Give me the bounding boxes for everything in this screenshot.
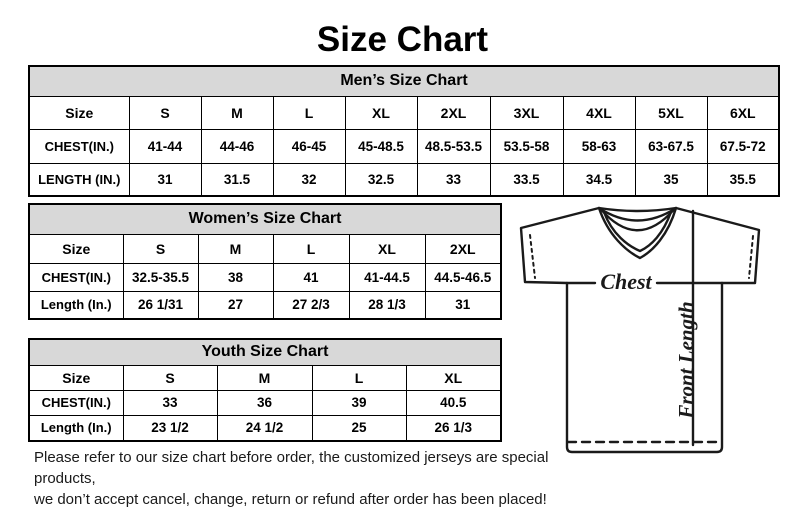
row-label: Size xyxy=(29,234,123,263)
table-cell: 33 xyxy=(123,390,217,415)
table-cell: 41-44 xyxy=(129,129,201,163)
table-cell: 27 xyxy=(198,291,273,319)
table-cell: 41 xyxy=(273,263,349,291)
order-policy-note xyxy=(34,447,564,510)
size-col-header: M xyxy=(217,365,312,390)
table-cell: 48.5-53.5 xyxy=(417,129,490,163)
youth-size-table xyxy=(28,338,502,442)
table-cell: 32 xyxy=(273,163,345,196)
table-cell: 39 xyxy=(312,390,406,415)
size-col-header: 2XL xyxy=(425,234,501,263)
table-cell: 44-46 xyxy=(201,129,273,163)
size-col-header: 2XL xyxy=(417,96,490,129)
table-cell: 40.5 xyxy=(406,390,501,415)
table-cell: 35.5 xyxy=(707,163,779,196)
chest-label: Chest xyxy=(600,269,652,294)
table-cell: 35 xyxy=(635,163,707,196)
size-col-header: M xyxy=(198,234,273,263)
table-cell: 31 xyxy=(425,291,501,319)
row-label: CHEST(IN.) xyxy=(29,129,129,163)
table-cell: 33.5 xyxy=(490,163,563,196)
shirt-outline xyxy=(521,208,759,452)
page-title: Size Chart xyxy=(316,20,489,59)
table-cell: 32.5 xyxy=(345,163,417,196)
table-cell: 41-44.5 xyxy=(349,263,425,291)
row-label: LENGTH (IN.) xyxy=(29,163,129,196)
table-cell: 32.5-35.5 xyxy=(123,263,198,291)
table-cell: 38 xyxy=(198,263,273,291)
womens-size-table xyxy=(28,203,502,320)
size-col-header: 3XL xyxy=(490,96,563,129)
table-cell: 31.5 xyxy=(201,163,273,196)
womens-table-title: Women’s Size Chart xyxy=(29,204,501,234)
size-col-header: M xyxy=(201,96,273,129)
row-label: Length (In.) xyxy=(29,291,123,319)
size-col-header: L xyxy=(273,96,345,129)
row-label: CHEST(IN.) xyxy=(29,263,123,291)
table-cell: 26 1/31 xyxy=(123,291,198,319)
mens-size-table xyxy=(28,65,780,197)
table-cell: 33 xyxy=(417,163,490,196)
table-cell: 53.5-58 xyxy=(490,129,563,163)
table-cell: 44.5-46.5 xyxy=(425,263,501,291)
table-cell: 46-45 xyxy=(273,129,345,163)
size-col-header: XL xyxy=(406,365,501,390)
row-label: Length (In.) xyxy=(29,415,123,441)
youth-table-title: Youth Size Chart xyxy=(29,339,501,365)
table-cell: 63-67.5 xyxy=(635,129,707,163)
mens-table-title: Men’s Size Chart xyxy=(29,66,779,96)
row-label: Size xyxy=(29,365,123,390)
order-policy-line-1: Please refer to our size chart before order, the customized jerseys are special products, xyxy=(34,449,549,487)
size-col-header: XL xyxy=(345,96,417,129)
table-cell: 27 2/3 xyxy=(273,291,349,319)
size-col-header: L xyxy=(312,365,406,390)
row-label: CHEST(IN.) xyxy=(29,390,123,415)
tshirt-measurement-diagram xyxy=(510,196,805,476)
row-label: Size xyxy=(29,96,129,129)
order-policy-line-2: we don’t accept cancel, change, return or refund after order has been placed! xyxy=(34,491,547,508)
table-cell: 24 1/2 xyxy=(217,415,312,441)
table-cell: 36 xyxy=(217,390,312,415)
size-col-header: L xyxy=(273,234,349,263)
size-col-header: XL xyxy=(349,234,425,263)
table-cell: 28 1/3 xyxy=(349,291,425,319)
table-cell: 31 xyxy=(129,163,201,196)
size-col-header: 4XL xyxy=(563,96,635,129)
table-cell: 26 1/3 xyxy=(406,415,501,441)
size-col-header: 6XL xyxy=(707,96,779,129)
size-col-header: S xyxy=(123,365,217,390)
size-col-header: 5XL xyxy=(635,96,707,129)
size-col-header: S xyxy=(123,234,198,263)
front-length-label: Front Length xyxy=(674,301,698,419)
table-cell: 25 xyxy=(312,415,406,441)
table-cell: 67.5-72 xyxy=(707,129,779,163)
size-col-header: S xyxy=(129,96,201,129)
table-cell: 34.5 xyxy=(563,163,635,196)
table-cell: 23 1/2 xyxy=(123,415,217,441)
table-cell: 58-63 xyxy=(563,129,635,163)
table-cell: 45-48.5 xyxy=(345,129,417,163)
